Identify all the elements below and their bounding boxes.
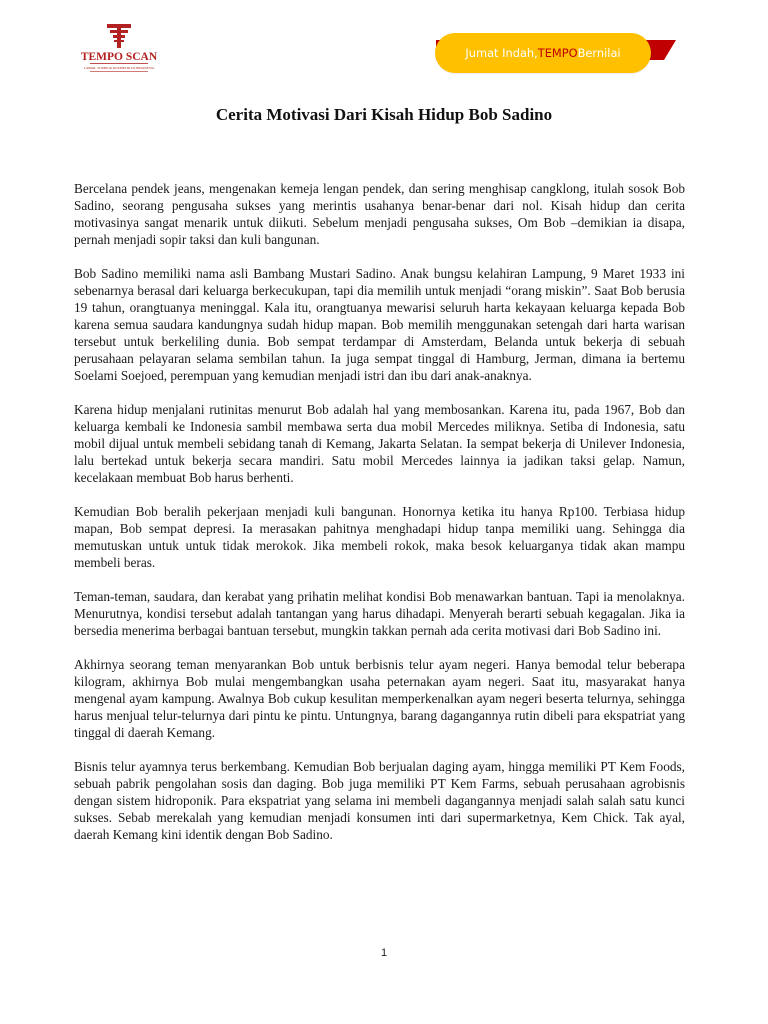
paragraph-4: Kemudian Bob beralih pekerjaan menjadi kuli bangunan. Honornya ketika itu hanya Rp100. Terbiasa hidup mapan, Bob sempat depresi. Ia merasakan pahitnya menghadapi hidup tanpa memiliki uang. Sehingga dia memutuskan untuk untuk tidak merokok. Jika membeli rokok, maka besok keluarganya tidak akan mampu membeli beras.	[74, 504, 685, 570]
tempo-scan-logo	[76, 22, 162, 78]
paragraph-7: Bisnis telur ayamnya terus berkembang. Kemudian Bob berjualan daging ayam, hingga memiliki PT Kem Foods, sebuah pabrik pengolahan sosis dan daging. Bob juga memiliki PT Kem Farms, sebuah perusahaan agrobisnis dengan sistem hidroponik. Para ekspatriat yang selama ini membeli dagangannya menjadi salah salah satu kunci sukses. Sebab merekalah yang kemudian menjadi konsumen inti dari supermarketnya, Kem Chick. Tak ayal, daerah Kemang kini identik dengan Bob Sadino.	[74, 759, 685, 842]
company-tagline	[435, 33, 651, 73]
tagline-text-end: Bernilai	[577, 46, 621, 60]
tagline-text: Jumat Indah,	[465, 46, 538, 60]
svg-text:LABOR. TURBO & KOSMETIK DI IND: LABOR. TURBO & KOSMETIK DI INDONESIA	[83, 66, 155, 70]
paragraph-3: Karena hidup menjalani rutinitas menurut Bob adalah hal yang membosankan. Karena itu, pada 1967, Bob dan keluarga kembali ke Indonesia sambil membawa serta dua mobil Mercedes miliknya. Setiba di Indonesia, satu mobil dijual untuk membeli sebidang tanah di Kemang, Jakarta Selatan. Ia sempat bekerja di Unilever Indonesia, lalu bertekad untuk bekerja secara mandiri. Satu mobil Mercedes lainnya ia jadikan taksi gelap. Namun, kecelakaan membuat Bob harus berhenti.	[74, 402, 685, 485]
paragraph-5: Teman-teman, saudara, dan kerabat yang prihatin melihat kondisi Bob menawarkan bantuan. Tapi ia menolaknya. Menurutnya, kondisi tersebut adalah tantangan yang harus dihadapi. Menyerah berarti sebuah kegagalan. Jika ia bersedia menerima berbagai bantuan tersebut, mungkin takkan pernah ada cerita motivasi dari Bob Sadino ini.	[74, 589, 685, 638]
document-body	[74, 180, 685, 860]
document-title: Cerita Motivasi Dari Kisah Hidup Bob Sadino	[215, 105, 553, 124]
svg-text:TEMPO SCAN: TEMPO SCAN	[80, 51, 158, 63]
tempo-scan-logo-icon	[76, 22, 162, 78]
page-number: 1	[380, 947, 388, 959]
paragraph-2: Bob Sadino memiliki nama asli Bambang Mustari Sadino. Anak bungsu kelahiran Lampung, 9 Maret 1933 ini sebenarnya berasal dari keluarga berkecukupan, tapi dia memilih untuk menjadi “orang miskin”. Saat Bob berusia 19 tahun, orangtuanya meninggal. Kala itu, orangtuanya mewarisi seluruh harta kekayaan keluarga kepada Bob karena semua saudara kandungnya sudah hidup mapan. Bob memilih menggunakan setengah dari harta warisan tersebut untuk berkeliling dunia. Bob sempat terdampar di Amsterdam, Belanda untuk bekerja di sebuah perusahaan pelayaran selama sembilan tahun. Ia juga sempat tinggal di Hamburg, Jerman, dimana ia bertemu Soelami Soejoed, perempuan yang kemudian menjadi istri dan ibu dari anak-anaknya.	[74, 266, 685, 383]
tagline-tempo: TEMPO	[537, 46, 578, 60]
paragraph-1: Bercelana pendek jeans, mengenakan kemeja lengan pendek, dan sering menghisap cangklong, itulah sosok Bob Sadino, seorang pengusaha sukses yang merintis usahanya benar-benar dari nol. Kisah hidup dan cerita motivasinya sangat menarik untuk diikuti. Sebelum menjadi pengusaha sukses, Om Bob –demikian ia disapa, pernah menjadi sopir taksi dan kuli bangunan.	[74, 181, 685, 247]
paragraph-6: Akhirnya seorang teman menyarankan Bob untuk berbisnis telur ayam negeri. Hanya bemodal telur beberapa kilogram, akhirnya Bob mulai mengembangkan usaha peternakan ayam negeri. Saat itu, masyarakat hanya mengenal ayam kampung. Awalnya Bob cukup kesulitan memperkenalkan ayam negeri beserta telurnya, sehingga harus menjual telur-telurnya dari pintu ke pintu. Untungnya, barang dagangannya rutin dibeli para ekspatriat yang tinggal di daerah Kemang.	[74, 657, 685, 740]
